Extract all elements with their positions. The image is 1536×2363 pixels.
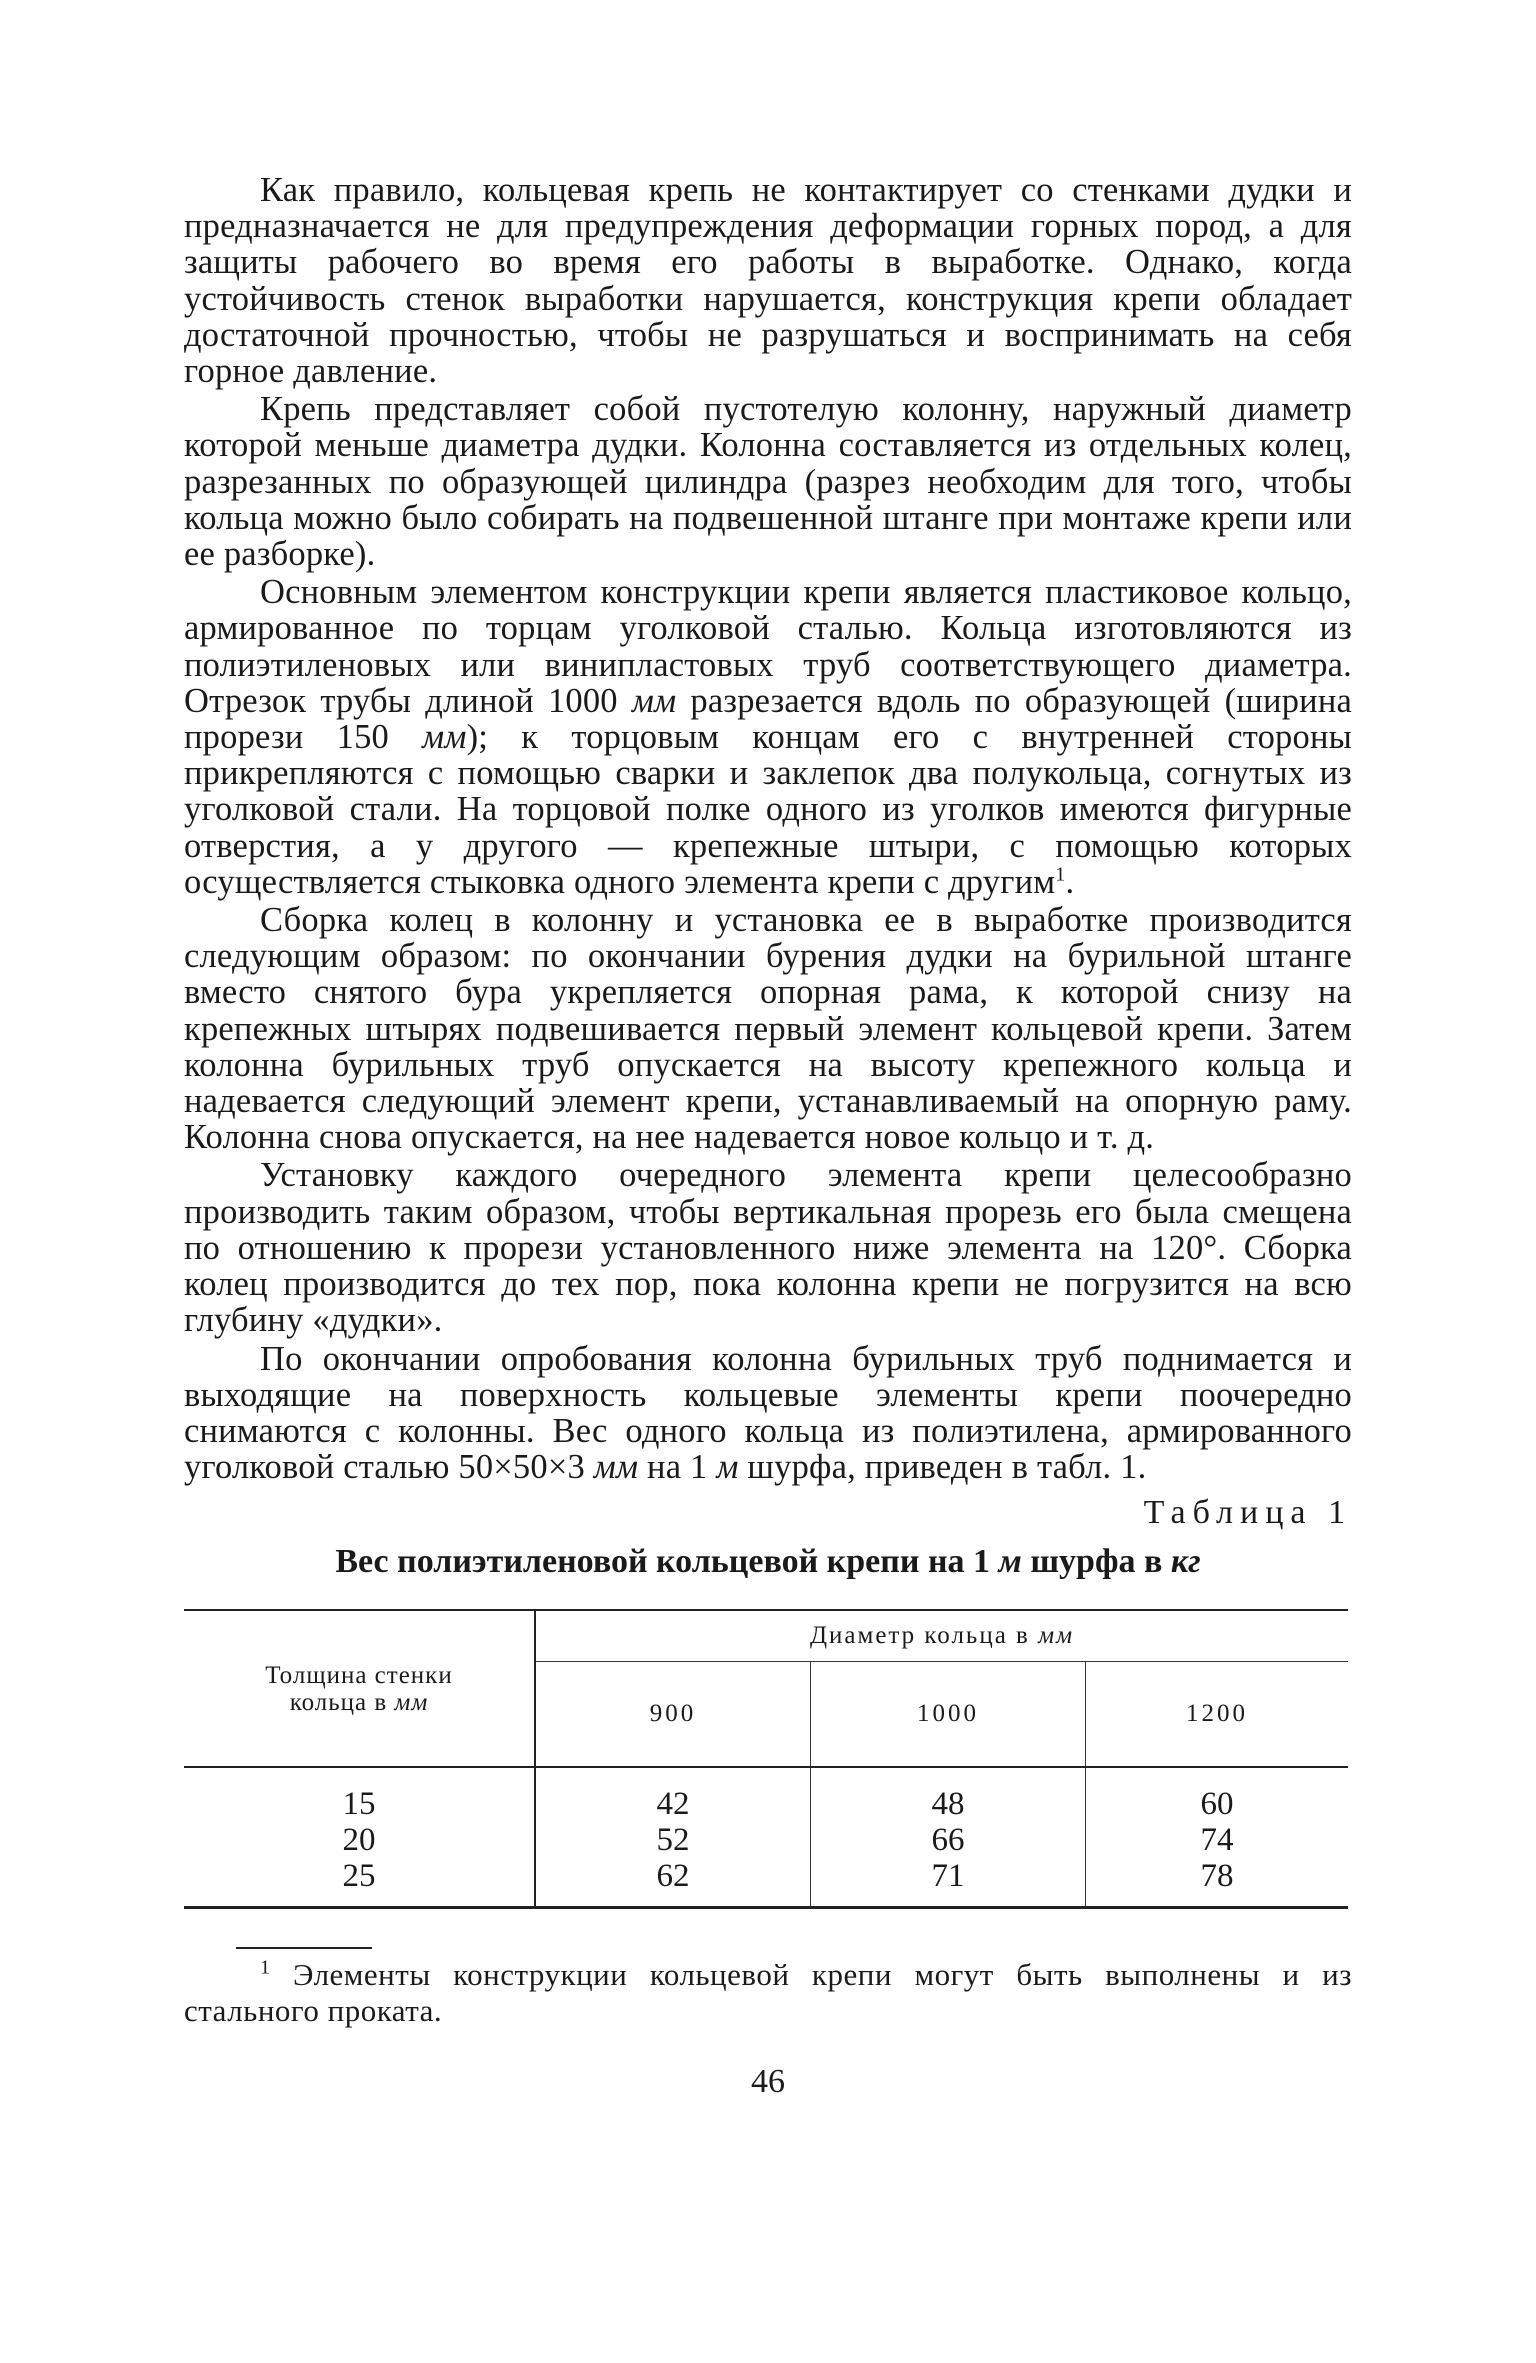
column-header: 900 xyxy=(535,1662,811,1768)
values-1200: 60 74 78 xyxy=(1086,1767,1349,1908)
page xyxy=(184,172,1352,2101)
page-number: 46 xyxy=(751,2063,785,2101)
unit-m: м xyxy=(716,1448,739,1487)
paragraph-3: Основным элементом конструкции крепи является пластиковое кольцо, армированное по торцам уголковой сталью. Кольца изготовляются из полиэтиленовых или винипластовых труб соответствующего диаметра. Отрезок трубы длиной 1000 мм разрезается вдоль по образующей (ширина прорези 150 мм); к торцовым концам его с внутренней стороны прикрепляются с помощью сварки и заклепок два полукольца, согнутых из уголковой стали. На торцовой полке одного из уголков имеются фигурные отверстия, а у другого — крепежные штыри, с помощью которых осуществляется стыковка одного элемента крепи с другим$^1$. xyxy=(184,573,1352,901)
row-header: Толщина стенки кольца в мм xyxy=(184,1610,535,1767)
footnote-mark: 1 xyxy=(260,1956,271,1979)
unit-mm: мм xyxy=(422,718,467,757)
paragraph-1: Как правило, кольцевая крепь не контактирует со стенками дудки и предназначается не для предупреждения деформации горных пород, а для защиты рабочего во время его работы в выработке. Однако, когда устойчивость стенок выработки нарушается, конструкция крепи обладает достаточной прочностью, чтобы не разрушаться и воспринимать на себя горное давление. xyxy=(184,171,1352,391)
column-group-header: Диаметр кольца в мм xyxy=(535,1610,1348,1662)
paragraph-2: Крепь представляет собой пустотелую колонну, наружный диаметр которой меньше диаметра дудки. Колонна составляется из отдельных колец, разрезанных по образующей цилиндра (разрез необходим для того, чтобы кольца можно было собирать на подвешенной штанге при монтаже крепи или ее разборке). xyxy=(184,390,1352,574)
table-title: Вес полиэтиленовой кольцевой крепи на 1 м шурфа в кг xyxy=(335,1543,1201,1581)
unit-mm: мм xyxy=(631,681,677,720)
table-caption: Таблица 1 xyxy=(1143,1494,1352,1532)
paragraph-4: Сборка колец в колонну и установка ее в выработке производится следующим образом: по окончании бурения дудки на бурильной штанге вместо снятого бура укрепляется опорная рама, к которой снизу на крепежных штырях подвешивается первый элемент кольцевой крепи. Затем колонна бурильных труб опускается на высоту крепежного кольца и надевается следующий элемент крепи, устанавливаемый на опорную раму. Колонна снова опускается, на нее надевается новое кольцо и т. д. xyxy=(184,901,1352,1157)
unit-mm: мм xyxy=(593,1448,639,1487)
table-row xyxy=(184,1767,1348,1908)
column-header: 1200 xyxy=(1086,1662,1349,1768)
footnote-divider xyxy=(236,1947,372,1949)
data-table xyxy=(184,1609,1348,1909)
values-1000: 48 66 71 xyxy=(811,1767,1086,1908)
values-900: 42 52 62 xyxy=(535,1767,811,1908)
column-header: 1000 xyxy=(811,1662,1086,1768)
paragraph-6: По окончании опробования колонна бурильных труб поднимается и выходящие на поверхность кольцевые элементы крепи поочередно снимаются с колонны. Вес одного кольца из полиэтилена, армированного уголковой сталью 50×50×3 мм на 1 м шурфа, приведен в табл. 1. xyxy=(184,1339,1352,1487)
thickness-values: 15 20 25 xyxy=(342,1786,376,1895)
paragraph-5: Установку каждого очередного элемента крепи целесообразно производить таким образом, чтобы вертикальная прорезь его была смещена по отношению к прорези установленного ниже элемента на 120°. Сборка колец производится до тех пор, пока колонна крепи не погрузится на всю глубину «дудки». xyxy=(184,1156,1352,1340)
footnote: $^1$ Элементы конструкции кольцевой крепи могут быть выполнены и из стального проката. xyxy=(184,1956,1352,2029)
footnote-reference: 1 xyxy=(1055,863,1066,886)
